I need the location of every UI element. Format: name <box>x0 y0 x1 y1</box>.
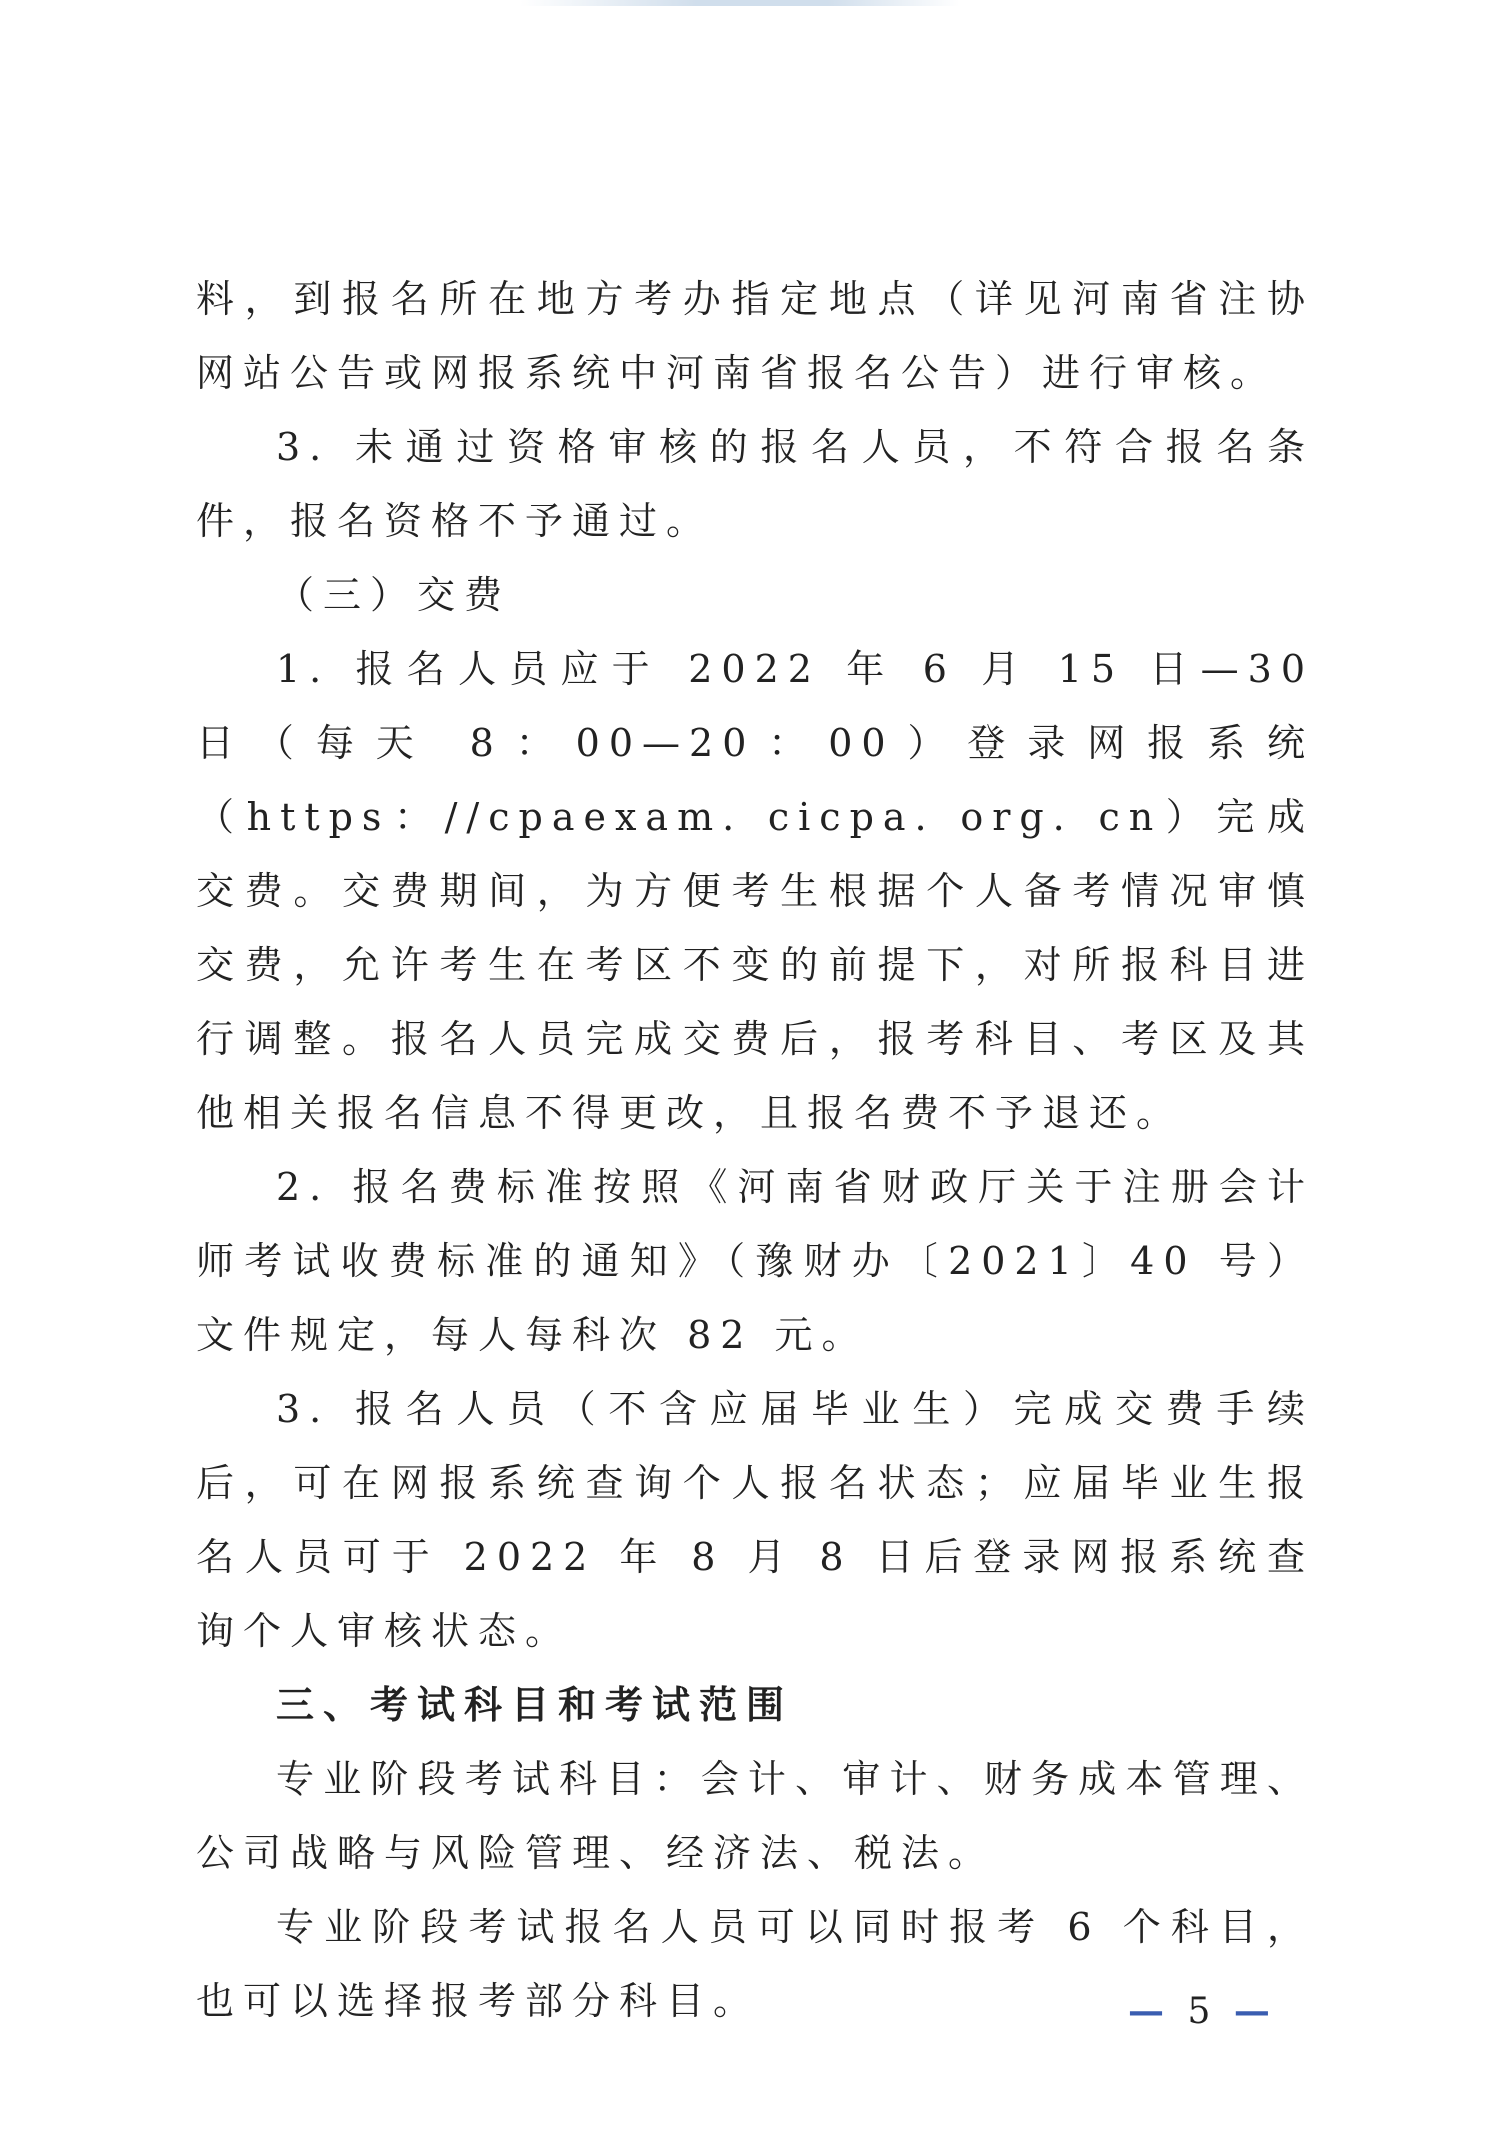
page-number-dash-right: — <box>1233 1990 1276 2032</box>
page-number-dash-left: — <box>1128 1990 1170 2032</box>
paragraph-continuation: 料，到报名所在地方考办指定地点（详见河南省注协网站公告或网报系统中河南省报名公告）进行审核。 <box>196 277 1314 395</box>
paragraph-review-failed: 3. 未通过资格审核的报名人员，不符合报名条件，报名资格不予通过。 <box>196 425 1314 543</box>
section-heading-payment: （三）交费 <box>276 573 512 617</box>
document-page <box>196 262 1314 2038</box>
paragraph-fee-standard: 2. 报名费标准按照《河南省财政厅关于注册会计师考试收费标准的通知》（豫财办〔2021〕40 号）文件规定，每人每科次 82 元。 <box>196 1165 1314 1357</box>
scan-edge-artifact <box>520 0 960 6</box>
page-number-value: 5 <box>1187 1991 1217 2032</box>
paragraph-payment-period: 1. 报名人员应于 2022 年 6 月 15 日—30 日（每天 8：00—20：00）登录网报系统（https：//cpaexam. cicpa. org. cn）完成交费。交费期间，为方便考生根据个人备考情况审慎交费，允许考生在考区不变的前提下，对所报科目进行调整。报名人员完成交费后，报考科目、考区及其他相关报名信息不得更改，且报名费不予退还。 <box>196 647 1314 1135</box>
paragraph-exam-subjects: 专业阶段考试科目：会计、审计、财务成本管理、公司战略与风险管理、经济法、税法。 <box>196 1757 1314 1875</box>
page-number <box>1128 1990 1308 2032</box>
paragraph-subject-selection: 专业阶段考试报名人员可以同时报考 6 个科目，也可以选择报考部分科目。 <box>196 1905 1314 2023</box>
paragraph-status-query: 3. 报名人员（不含应届毕业生）完成交费手续后，可在网报系统查询个人报名状态；应届毕业生报名人员可于 2022 年 8 月 8 日后登录网报系统查询个人审核状态。 <box>196 1387 1314 1653</box>
section-heading-exam-subjects: 三、考试科目和考试范围 <box>276 1682 794 1727</box>
